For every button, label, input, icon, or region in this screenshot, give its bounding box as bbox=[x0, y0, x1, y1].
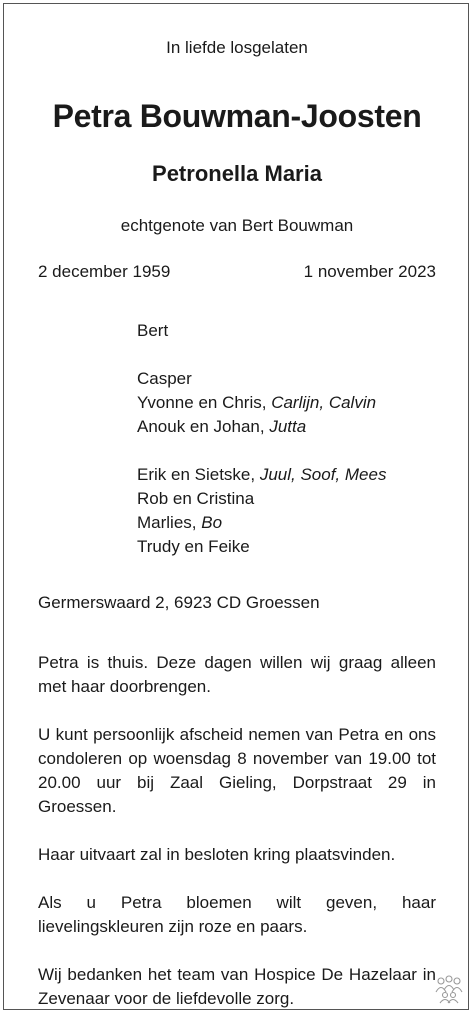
family-group bbox=[137, 463, 386, 559]
family-line bbox=[137, 511, 386, 535]
family-names: Anouk en Johan, bbox=[137, 417, 270, 436]
family-group bbox=[137, 367, 386, 439]
family-names: Bert bbox=[137, 321, 169, 340]
family-names: Marlies, bbox=[137, 513, 202, 532]
given-names: Petronella Maria bbox=[152, 161, 322, 186]
death-date: 1 november 2023 bbox=[303, 262, 436, 281]
family-line bbox=[137, 367, 386, 391]
message-paragraph: U kunt persoonlijk afscheid nemen van Petra en ons condoleren op woensdag 8 november van 19.00 tot 20.00 uur bij Zaal Gieling, Dorpstraat 29 in Groessen. bbox=[38, 725, 436, 816]
grandchildren-names: Bo bbox=[201, 513, 223, 532]
family-names: Casper bbox=[137, 369, 192, 388]
family-line bbox=[137, 415, 386, 439]
grandchildren-names: Carlijn, Calvin bbox=[271, 393, 377, 412]
message-paragraph: Als u Petra bloemen wilt geven, haar lievelingskleuren zijn roze en paars. bbox=[38, 893, 436, 936]
deceased-name: Petra Bouwman-Joosten bbox=[52, 98, 422, 134]
family-names: Yvonne en Chris, bbox=[137, 393, 272, 412]
family-list bbox=[137, 319, 386, 583]
family-line bbox=[137, 391, 386, 415]
grandchildren-names: Juul, Soof, Mees bbox=[259, 465, 387, 484]
birth-date: 2 december 1959 bbox=[38, 262, 171, 281]
family-names: Rob en Cristina bbox=[137, 489, 255, 508]
message-paragraph: Haar uitvaart zal in besloten kring plaatsvinden. bbox=[38, 845, 396, 864]
address: Germerswaard 2, 6923 CD Groessen bbox=[38, 593, 320, 612]
family-line bbox=[137, 319, 386, 343]
opening-line: In liefde losgelaten bbox=[166, 38, 308, 57]
people-group-icon bbox=[432, 974, 466, 1004]
family-line bbox=[137, 463, 386, 487]
family-group bbox=[137, 319, 386, 343]
spouse-line: echtgenote van Bert Bouwman bbox=[120, 216, 354, 235]
grandchildren-names: Jutta bbox=[269, 417, 307, 436]
family-names: Erik en Sietske, bbox=[137, 465, 260, 484]
message-paragraph: Petra is thuis. Deze dagen willen wij graag alleen met haar doorbrengen. bbox=[38, 653, 436, 696]
family-line bbox=[137, 487, 386, 511]
message-paragraphs bbox=[38, 651, 436, 1035]
message-paragraph: Wij bedanken het team van Hospice De Hazelaar in Zevenaar voor de liefdevolle zorg. bbox=[38, 965, 436, 1008]
family-line bbox=[137, 535, 386, 559]
family-names: Trudy en Feike bbox=[137, 537, 250, 556]
